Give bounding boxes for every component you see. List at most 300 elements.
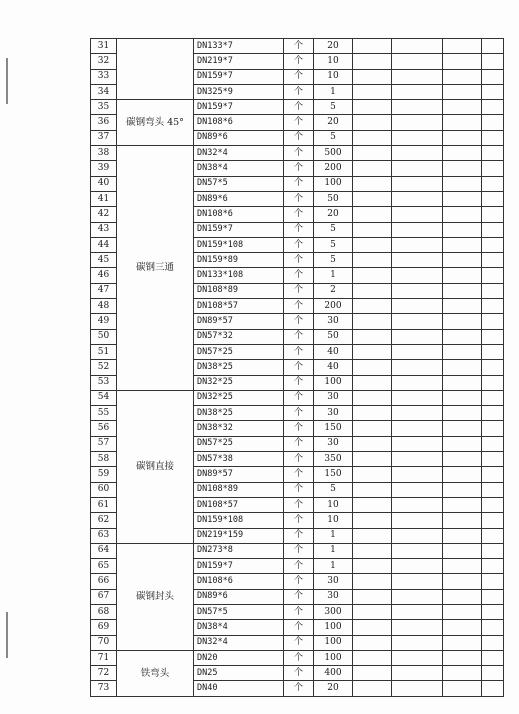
unit-cell: 个	[284, 299, 314, 314]
table-row	[91, 100, 504, 115]
empty-cell	[392, 314, 443, 329]
item-name: 碳钢封头	[117, 543, 194, 650]
row-number: 42	[91, 207, 117, 222]
row-number: 52	[91, 360, 117, 375]
empty-cell	[443, 467, 482, 482]
row-number: 47	[91, 283, 117, 298]
unit-cell: 个	[284, 421, 314, 436]
spec-cell: DN159*7	[194, 69, 284, 84]
unit-cell: 个	[284, 161, 314, 176]
table-body	[91, 39, 504, 697]
unit-cell: 个	[284, 222, 314, 237]
empty-cell	[443, 54, 482, 69]
spec-cell: DN32*4	[194, 146, 284, 161]
unit-cell: 个	[284, 329, 314, 344]
empty-cell	[482, 681, 504, 696]
spec-cell: DN89*6	[194, 191, 284, 206]
row-number: 53	[91, 375, 117, 390]
empty-cell	[443, 635, 482, 650]
empty-cell	[353, 482, 392, 497]
empty-cell	[353, 559, 392, 574]
unit-cell: 个	[284, 253, 314, 268]
row-number: 72	[91, 666, 117, 681]
spec-cell: DN159*7	[194, 222, 284, 237]
empty-cell	[392, 436, 443, 451]
quantity-cell: 1	[314, 559, 353, 574]
binding-mark-top	[6, 58, 8, 104]
quantity-cell: 5	[314, 237, 353, 252]
quantity-cell: 40	[314, 344, 353, 359]
row-number: 54	[91, 390, 117, 405]
empty-cell	[353, 497, 392, 512]
empty-cell	[482, 406, 504, 421]
empty-cell	[443, 253, 482, 268]
quantity-cell: 300	[314, 604, 353, 619]
row-number: 51	[91, 344, 117, 359]
quantity-cell: 1	[314, 528, 353, 543]
spec-cell: DN57*25	[194, 344, 284, 359]
empty-cell	[482, 314, 504, 329]
empty-cell	[392, 467, 443, 482]
quantity-cell: 5	[314, 482, 353, 497]
empty-cell	[482, 436, 504, 451]
empty-cell	[353, 574, 392, 589]
row-number: 33	[91, 69, 117, 84]
spec-cell: DN89*6	[194, 589, 284, 604]
table-row	[91, 39, 504, 54]
unit-cell: 个	[284, 620, 314, 635]
empty-cell	[353, 452, 392, 467]
empty-cell	[353, 528, 392, 543]
material-list-table	[90, 38, 504, 697]
unit-cell: 个	[284, 635, 314, 650]
empty-cell	[392, 69, 443, 84]
empty-cell	[392, 620, 443, 635]
empty-cell	[353, 650, 392, 665]
spec-cell: DN57*38	[194, 452, 284, 467]
empty-cell	[482, 207, 504, 222]
binding-mark-bottom	[6, 612, 8, 658]
row-number: 69	[91, 620, 117, 635]
spec-cell: DN20	[194, 650, 284, 665]
empty-cell	[443, 436, 482, 451]
row-number: 36	[91, 115, 117, 130]
unit-cell: 个	[284, 69, 314, 84]
empty-cell	[482, 253, 504, 268]
unit-cell: 个	[284, 115, 314, 130]
quantity-cell: 150	[314, 421, 353, 436]
quantity-cell: 30	[314, 589, 353, 604]
row-number: 50	[91, 329, 117, 344]
empty-cell	[443, 421, 482, 436]
empty-cell	[443, 482, 482, 497]
row-number: 37	[91, 130, 117, 145]
row-number: 35	[91, 100, 117, 115]
empty-cell	[443, 589, 482, 604]
unit-cell: 个	[284, 314, 314, 329]
empty-cell	[392, 299, 443, 314]
empty-cell	[392, 283, 443, 298]
empty-cell	[443, 130, 482, 145]
spec-cell: DN108*57	[194, 497, 284, 512]
empty-cell	[443, 650, 482, 665]
unit-cell: 个	[284, 390, 314, 405]
empty-cell	[392, 452, 443, 467]
row-number: 62	[91, 513, 117, 528]
empty-cell	[443, 84, 482, 99]
spec-cell: DN57*25	[194, 436, 284, 451]
empty-cell	[392, 146, 443, 161]
empty-cell	[392, 497, 443, 512]
spec-cell: DN32*25	[194, 375, 284, 390]
unit-cell: 个	[284, 543, 314, 558]
empty-cell	[353, 604, 392, 619]
empty-cell	[443, 146, 482, 161]
unit-cell: 个	[284, 130, 314, 145]
unit-cell: 个	[284, 604, 314, 619]
empty-cell	[353, 620, 392, 635]
spec-cell: DN38*32	[194, 421, 284, 436]
quantity-cell: 5	[314, 100, 353, 115]
quantity-cell: 30	[314, 574, 353, 589]
quantity-cell: 350	[314, 452, 353, 467]
unit-cell: 个	[284, 482, 314, 497]
empty-cell	[353, 344, 392, 359]
empty-cell	[353, 207, 392, 222]
unit-cell: 个	[284, 54, 314, 69]
empty-cell	[482, 497, 504, 512]
quantity-cell: 30	[314, 406, 353, 421]
spec-cell: DN108*6	[194, 115, 284, 130]
unit-cell: 个	[284, 452, 314, 467]
unit-cell: 个	[284, 100, 314, 115]
row-number: 73	[91, 681, 117, 696]
empty-cell	[392, 421, 443, 436]
empty-cell	[482, 589, 504, 604]
spec-cell: DN25	[194, 666, 284, 681]
empty-cell	[482, 299, 504, 314]
unit-cell: 个	[284, 574, 314, 589]
unit-cell: 个	[284, 513, 314, 528]
unit-cell: 个	[284, 39, 314, 54]
empty-cell	[482, 650, 504, 665]
unit-cell: 个	[284, 237, 314, 252]
empty-cell	[392, 191, 443, 206]
empty-cell	[482, 574, 504, 589]
empty-cell	[392, 375, 443, 390]
empty-cell	[353, 360, 392, 375]
row-number: 63	[91, 528, 117, 543]
empty-cell	[443, 513, 482, 528]
quantity-cell: 2	[314, 283, 353, 298]
empty-cell	[482, 84, 504, 99]
unit-cell: 个	[284, 589, 314, 604]
spec-cell: DN89*6	[194, 130, 284, 145]
empty-cell	[392, 268, 443, 283]
row-number: 32	[91, 54, 117, 69]
row-number: 57	[91, 436, 117, 451]
empty-cell	[353, 54, 392, 69]
empty-cell	[443, 681, 482, 696]
empty-cell	[482, 344, 504, 359]
quantity-cell: 30	[314, 436, 353, 451]
quantity-cell: 50	[314, 191, 353, 206]
empty-cell	[443, 283, 482, 298]
empty-cell	[353, 406, 392, 421]
quantity-cell: 40	[314, 360, 353, 375]
spec-cell: DN325*9	[194, 84, 284, 99]
spec-cell: DN38*4	[194, 161, 284, 176]
spec-cell: DN108*6	[194, 207, 284, 222]
quantity-cell: 5	[314, 253, 353, 268]
quantity-cell: 10	[314, 69, 353, 84]
empty-cell	[482, 559, 504, 574]
empty-cell	[482, 543, 504, 558]
item-name	[117, 39, 194, 100]
item-name: 铁弯头	[117, 650, 194, 696]
empty-cell	[482, 482, 504, 497]
empty-cell	[392, 650, 443, 665]
unit-cell: 个	[284, 436, 314, 451]
row-number: 67	[91, 589, 117, 604]
empty-cell	[353, 84, 392, 99]
quantity-cell: 20	[314, 115, 353, 130]
spec-cell: DN32*25	[194, 390, 284, 405]
spec-cell: DN57*32	[194, 329, 284, 344]
row-number: 65	[91, 559, 117, 574]
item-name: 碳钢三通	[117, 146, 194, 391]
spec-cell: DN32*4	[194, 635, 284, 650]
empty-cell	[482, 283, 504, 298]
empty-cell	[392, 100, 443, 115]
empty-cell	[353, 146, 392, 161]
row-number: 56	[91, 421, 117, 436]
empty-cell	[353, 283, 392, 298]
empty-cell	[443, 406, 482, 421]
empty-cell	[482, 635, 504, 650]
unit-cell: 个	[284, 375, 314, 390]
quantity-cell: 30	[314, 314, 353, 329]
empty-cell	[482, 329, 504, 344]
unit-cell: 个	[284, 207, 314, 222]
quantity-cell: 30	[314, 390, 353, 405]
empty-cell	[392, 635, 443, 650]
quantity-cell: 100	[314, 176, 353, 191]
spec-cell: DN57*5	[194, 604, 284, 619]
spec-cell: DN159*108	[194, 513, 284, 528]
row-number: 41	[91, 191, 117, 206]
empty-cell	[353, 100, 392, 115]
empty-cell	[443, 390, 482, 405]
empty-cell	[443, 375, 482, 390]
empty-cell	[353, 115, 392, 130]
row-number: 68	[91, 604, 117, 619]
row-number: 49	[91, 314, 117, 329]
empty-cell	[353, 69, 392, 84]
empty-cell	[443, 604, 482, 619]
empty-cell	[353, 299, 392, 314]
empty-cell	[482, 467, 504, 482]
empty-cell	[353, 253, 392, 268]
empty-cell	[443, 329, 482, 344]
spec-cell: DN89*57	[194, 467, 284, 482]
empty-cell	[482, 620, 504, 635]
quantity-cell: 20	[314, 207, 353, 222]
empty-cell	[392, 528, 443, 543]
empty-cell	[392, 360, 443, 375]
empty-cell	[443, 115, 482, 130]
empty-cell	[482, 390, 504, 405]
empty-cell	[443, 268, 482, 283]
empty-cell	[482, 375, 504, 390]
spec-cell: DN40	[194, 681, 284, 696]
empty-cell	[482, 360, 504, 375]
row-number: 46	[91, 268, 117, 283]
row-number: 59	[91, 467, 117, 482]
empty-cell	[353, 39, 392, 54]
unit-cell: 个	[284, 344, 314, 359]
empty-cell	[353, 268, 392, 283]
empty-cell	[443, 237, 482, 252]
empty-cell	[443, 207, 482, 222]
row-number: 38	[91, 146, 117, 161]
unit-cell: 个	[284, 528, 314, 543]
row-number: 64	[91, 543, 117, 558]
unit-cell: 个	[284, 467, 314, 482]
empty-cell	[392, 222, 443, 237]
empty-cell	[443, 161, 482, 176]
row-number: 39	[91, 161, 117, 176]
unit-cell: 个	[284, 191, 314, 206]
item-name: 碳钢弯头 45°	[117, 100, 194, 146]
unit-cell: 个	[284, 681, 314, 696]
unit-cell: 个	[284, 84, 314, 99]
empty-cell	[353, 130, 392, 145]
empty-cell	[443, 559, 482, 574]
empty-cell	[392, 237, 443, 252]
empty-cell	[392, 161, 443, 176]
empty-cell	[443, 176, 482, 191]
spec-cell: DN38*25	[194, 360, 284, 375]
quantity-cell: 100	[314, 375, 353, 390]
empty-cell	[392, 176, 443, 191]
empty-cell	[353, 390, 392, 405]
quantity-cell: 10	[314, 497, 353, 512]
empty-cell	[353, 436, 392, 451]
quantity-cell: 5	[314, 130, 353, 145]
empty-cell	[443, 100, 482, 115]
empty-cell	[353, 237, 392, 252]
empty-cell	[353, 513, 392, 528]
empty-cell	[482, 452, 504, 467]
empty-cell	[392, 253, 443, 268]
row-number: 40	[91, 176, 117, 191]
empty-cell	[482, 237, 504, 252]
empty-cell	[353, 375, 392, 390]
empty-cell	[353, 635, 392, 650]
quantity-cell: 10	[314, 513, 353, 528]
empty-cell	[482, 130, 504, 145]
empty-cell	[392, 604, 443, 619]
spec-cell: DN219*159	[194, 528, 284, 543]
unit-cell: 个	[284, 666, 314, 681]
empty-cell	[353, 161, 392, 176]
unit-cell: 个	[284, 650, 314, 665]
empty-cell	[443, 666, 482, 681]
quantity-cell: 400	[314, 666, 353, 681]
empty-cell	[482, 421, 504, 436]
empty-cell	[353, 666, 392, 681]
row-number: 71	[91, 650, 117, 665]
empty-cell	[443, 299, 482, 314]
empty-cell	[443, 543, 482, 558]
empty-cell	[443, 222, 482, 237]
spec-cell: DN57*5	[194, 176, 284, 191]
empty-cell	[482, 513, 504, 528]
empty-cell	[392, 406, 443, 421]
empty-cell	[482, 115, 504, 130]
row-number: 58	[91, 452, 117, 467]
row-number: 66	[91, 574, 117, 589]
table-row	[91, 543, 504, 558]
empty-cell	[443, 39, 482, 54]
empty-cell	[443, 314, 482, 329]
spec-cell: DN159*89	[194, 253, 284, 268]
spec-cell: DN108*89	[194, 283, 284, 298]
quantity-cell: 20	[314, 39, 353, 54]
empty-cell	[443, 360, 482, 375]
empty-cell	[482, 528, 504, 543]
spec-cell: DN108*57	[194, 299, 284, 314]
empty-cell	[392, 513, 443, 528]
empty-cell	[392, 344, 443, 359]
row-number: 55	[91, 406, 117, 421]
spec-cell: DN159*108	[194, 237, 284, 252]
row-number: 44	[91, 237, 117, 252]
spec-cell: DN108*6	[194, 574, 284, 589]
empty-cell	[482, 100, 504, 115]
empty-cell	[482, 176, 504, 191]
spec-cell: DN133*7	[194, 39, 284, 54]
empty-cell	[392, 130, 443, 145]
empty-cell	[392, 207, 443, 222]
empty-cell	[443, 344, 482, 359]
quantity-cell: 1	[314, 84, 353, 99]
spec-cell: DN89*57	[194, 314, 284, 329]
spec-cell: DN159*7	[194, 100, 284, 115]
empty-cell	[392, 84, 443, 99]
empty-cell	[482, 268, 504, 283]
row-number: 45	[91, 253, 117, 268]
empty-cell	[353, 467, 392, 482]
empty-cell	[392, 115, 443, 130]
unit-cell: 个	[284, 360, 314, 375]
empty-cell	[353, 329, 392, 344]
empty-cell	[482, 191, 504, 206]
empty-cell	[443, 452, 482, 467]
empty-cell	[482, 604, 504, 619]
quantity-cell: 50	[314, 329, 353, 344]
empty-cell	[392, 329, 443, 344]
row-number: 70	[91, 635, 117, 650]
row-number: 61	[91, 497, 117, 512]
spec-cell: DN273*8	[194, 543, 284, 558]
empty-cell	[482, 146, 504, 161]
unit-cell: 个	[284, 268, 314, 283]
empty-cell	[353, 681, 392, 696]
table-row	[91, 390, 504, 405]
empty-cell	[353, 421, 392, 436]
